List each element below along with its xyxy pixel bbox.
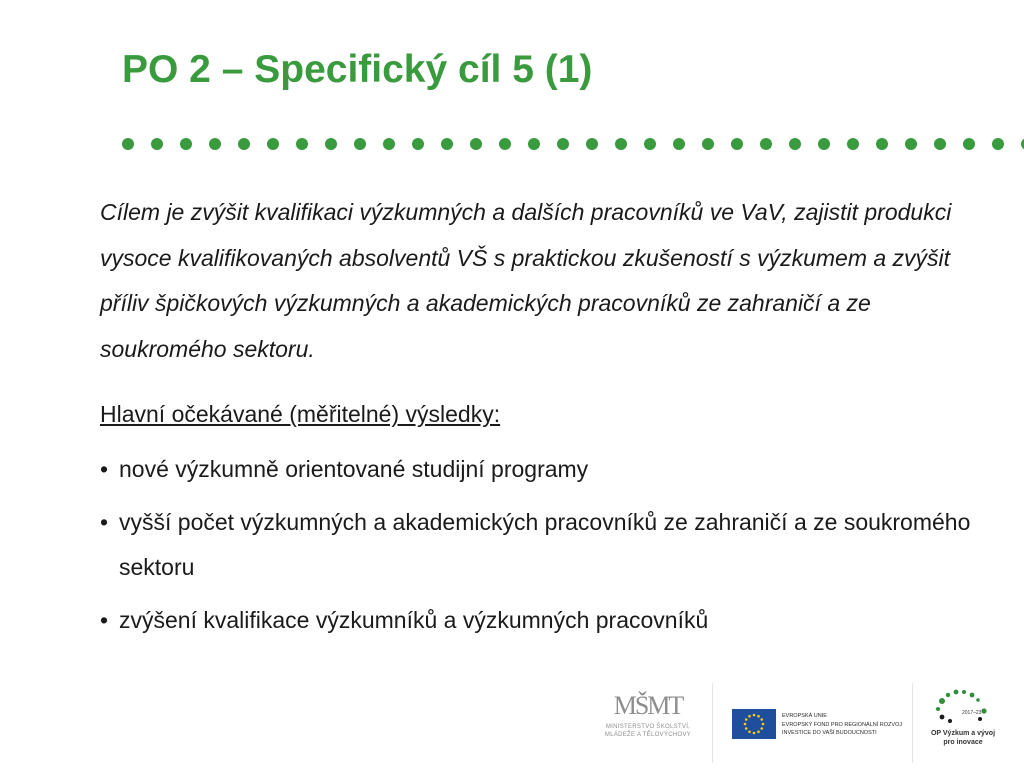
divider-dot [615, 138, 627, 150]
footer-logos [590, 683, 1024, 768]
divider-dot [528, 138, 540, 150]
divider-dot [122, 138, 134, 150]
op-vvv-logo-text [928, 729, 998, 747]
eu-logo [732, 709, 902, 741]
divider-dot [644, 138, 656, 150]
eu-star-icon [757, 730, 760, 733]
divider-dot [557, 138, 569, 150]
intro-paragraph: Cílem je zvýšit kvalifikaci výzkumných a dalších pracovníků ve VaV, zajistit produkci vysoce kvalifikovaných absolventů VŠ s praktickou zkušeností s výzkumem a zvýšit příliv špičkových výzkumných a akademických pracovníků ze zahraničí a ze soukromého sektoru. [100, 199, 952, 362]
op-vvv-logo-line1: OP Výzkum a vývoj [930, 730, 996, 737]
divider-dot [470, 138, 482, 150]
list-item [100, 500, 980, 590]
op-vvv-logo-line2: pro inovace [943, 739, 983, 746]
eu-logo-line3: INVESTICE DO VAŠÍ BUDOUCNOSTI [782, 730, 877, 736]
divider-dot [963, 138, 975, 150]
results-list [100, 447, 980, 651]
eu-flag-icon [732, 709, 776, 739]
eu-logo-line1: EVROPSKÁ UNIE [782, 713, 827, 719]
divider-dot [354, 138, 366, 150]
eu-star-icon [744, 723, 747, 726]
divider-dot [673, 138, 685, 150]
msmt-logo-line1: MINISTERSTVO ŠKOLSTVÍ, [605, 724, 691, 730]
list-item-text: zvýšení kvalifikace výzkumníků a výzkumných pracovníků [119, 607, 709, 633]
eu-star-icon [760, 718, 763, 721]
logo-divider [712, 683, 713, 763]
divider-dot [151, 138, 163, 150]
divider-dot [731, 138, 743, 150]
eu-logo-text [782, 712, 902, 738]
list-item [100, 598, 980, 643]
divider-dot [818, 138, 830, 150]
eu-star-icon [753, 714, 756, 717]
divider-dot [441, 138, 453, 150]
divider-dot [383, 138, 395, 150]
divider-dot [325, 138, 337, 150]
results-heading: Hlavní očekávané (měřitelné) výsledky: [100, 401, 501, 427]
msmt-logo-mark: MŠMT [613, 691, 683, 720]
divider-dot [180, 138, 192, 150]
bullet-icon: • [100, 456, 109, 482]
op-vvv-logo [928, 687, 1008, 759]
dotted-divider [122, 138, 1024, 152]
eu-star-icon [757, 715, 760, 718]
eu-star-icon [753, 732, 756, 735]
divider-dot [499, 138, 511, 150]
op-vvv-logo-mark-icon [928, 687, 998, 727]
list-item [100, 447, 980, 492]
divider-dot [934, 138, 946, 150]
eu-star-icon [748, 715, 751, 718]
msmt-logo-line2: MLÁDEŽE A TĚLOVÝCHOVY [604, 732, 692, 738]
bullet-icon: • [100, 509, 109, 535]
divider-dot [412, 138, 424, 150]
logo-divider [912, 683, 913, 763]
divider-dot [586, 138, 598, 150]
eu-star-icon [748, 730, 751, 733]
divider-dot [238, 138, 250, 150]
eu-star-icon [762, 723, 765, 726]
divider-dot [789, 138, 801, 150]
eu-star-icon [745, 718, 748, 721]
divider-dot [760, 138, 772, 150]
divider-dot [209, 138, 221, 150]
divider-dot [876, 138, 888, 150]
eu-logo-line2: EVROPSKÝ FOND PRO REGIONÁLNÍ ROZVOJ [782, 721, 903, 728]
msmt-logo [598, 687, 698, 757]
op-vvv-years: 2017–23 [962, 710, 982, 716]
divider-dot [992, 138, 1004, 150]
bullet-icon: • [100, 607, 109, 633]
list-item-text: nové výzkumně orientované studijní programy [119, 456, 589, 482]
divider-dot [905, 138, 917, 150]
divider-dot [702, 138, 714, 150]
divider-dot [267, 138, 279, 150]
eu-star-icon [760, 727, 763, 730]
list-item-text: vyšší počet výzkumných a akademických pracovníků ze zahraničí a ze soukromého sektoru [119, 509, 971, 580]
divider-dot [296, 138, 308, 150]
slide-title: PO 2 – Specifický cíl 5 (1) [122, 48, 593, 91]
eu-star-icon [745, 727, 748, 730]
divider-dot [847, 138, 859, 150]
